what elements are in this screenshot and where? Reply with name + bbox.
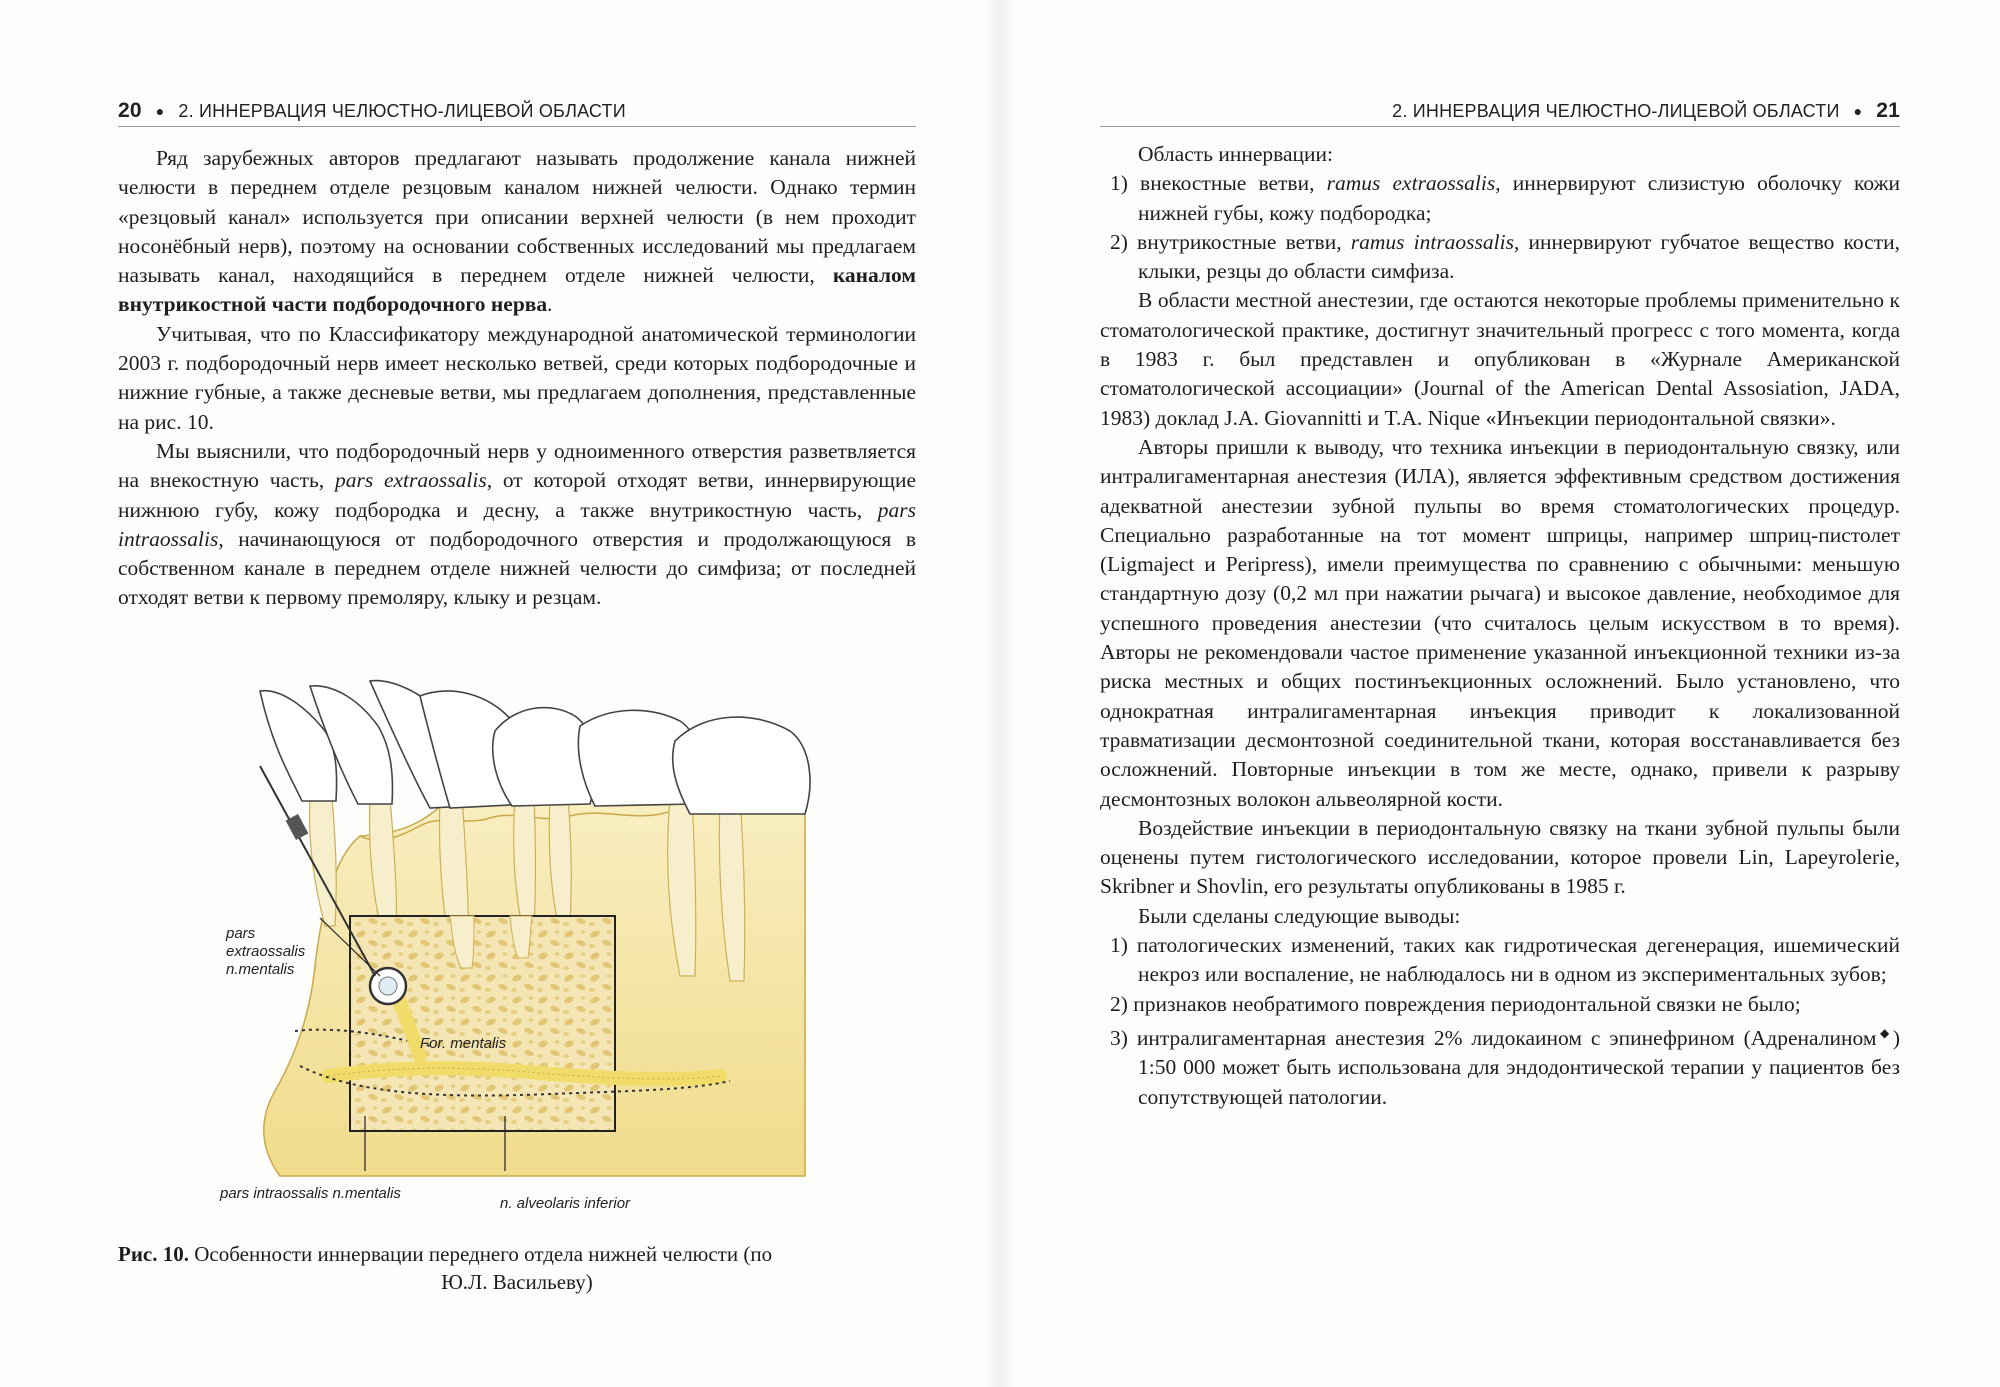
mandible-illustration bbox=[220, 686, 830, 1226]
paragraph-text: Ряд зарубежных авторов предлагают называть продолжение канала нижней челюсти в переднем отделе резцовым каналом нижней челюсти. Однако термин «резцовый канал» используется при описании верхней челюсти (в нем проходит носонёбный нерв), поэтому на основании собственных исследований мы предлагаем называть канал, находящийся в переднем отделе нижней челюсти, bbox=[118, 146, 916, 288]
list-text: 2) внутрикостные ветви, bbox=[1110, 229, 1351, 254]
italic-term: pars intraossalis bbox=[118, 497, 916, 551]
paragraph-text: Мы выяснили, что подбородочный нерв у одноименного отверстия разветвляется на внекостную часть, bbox=[118, 438, 916, 493]
paragraph-anesthesia-history: В области местной анестезии, где остаются некоторые проблемы применительно к стоматологической практике, достигнут значительный прогресс с того момента, когда в 1983 г. был представлен и опубликован в «Журнале Американской стоматологической ассоциации» (Journal of the American Dental Assosiation, JADA, 1983) доклад J.A. Giovannitti и T.A. Nique «Инъекции периодонтальной связки». bbox=[1100, 288, 1900, 430]
left-running-head bbox=[118, 96, 916, 127]
paragraph-classification: Учитывая, что по Классификатору международной анатомической терминологии 2003 г. подбородочный нерв имеет несколько ветвей, среди которых подбородочные и нижние губные, а также десневые ветви, мы предлагаем дополнения, представленные на рис. 10. bbox=[118, 321, 916, 434]
bullet-separator: ● bbox=[155, 103, 165, 119]
caption-label: Рис. 10. bbox=[118, 1242, 189, 1266]
right-running-head bbox=[1100, 96, 1900, 127]
label-pars-extraossalis-1: pars bbox=[226, 925, 256, 942]
left-body-text bbox=[118, 144, 916, 613]
label-for-mentalis: For. mentalis bbox=[420, 1035, 507, 1052]
paragraph-text: , от которой отходят ветви, иннервирующие нижнюю губу, кожу подбородка и десну, а также внутрикостную часть, bbox=[118, 468, 916, 522]
italic-term: ramus extraossalis bbox=[1326, 171, 1496, 196]
italic-term: ramus intraossalis bbox=[1350, 229, 1514, 254]
list-text: 1) внекостные ветви, bbox=[1110, 171, 1327, 196]
list-text: , иннервируют слизистую оболочку кожи нижней губы, кожу подбородка; bbox=[1138, 171, 1900, 225]
list-text: ) 1:50 000 может быть использована для эндодонтической терапии у пациентов без сопутствующей патологии. bbox=[1138, 1026, 1900, 1109]
area-heading: Область иннервации: bbox=[1138, 142, 1334, 166]
paragraph-text: . bbox=[547, 292, 553, 317]
list-text: 3) интралигаментарная анестезия 2% лидокаином с эпинефрином (Адреналином bbox=[1110, 1026, 1877, 1051]
figure-10-mandible-innervation bbox=[220, 686, 830, 1226]
spongy-bone-window bbox=[350, 916, 615, 1131]
paragraph-authors-conclusion: Авторы пришли к выводу, что техника инъекции в периодонтальную связку, или интралигаментарная анестезия (ИЛА), является эффективным средством достижения адекватной анестезии зубной пульпы во время стоматологических процедур. Специально разработанные на тот момент шприцы, например шприц-пистолет (Ligmaject и Peripress), имели преимущества по сравнению с обычными: меньшую стандартную дозу (0,2 мл при нажатии рычага) и высокое давление, необходимое для успешного проведения анестезии (что считалось целым искусством в то время). Авторы не рекомендовали частое применение указанной инъекционной техники из-за риска местных и общих постинъекционных осложнений. Было установлено, что однократная интралигаментарная инъекция приводит к локализованной травматизации десмонтозной соединительной ткани, которая восстанавливается без осложнений. Повторные инъекции в том же месте, однако, привели к разрыву десмонтозных волокон альвеолярной кости. bbox=[1100, 434, 1900, 811]
right-page-number: 21 bbox=[1876, 99, 1900, 122]
conclusion-item-1: 1) патологических изменений, таких как гидротическая дегенерация, ишемический некроз или воспаление, не наблюдалось ни в одном из экспериментальных зубов; bbox=[1110, 933, 1900, 987]
conclusions-heading: Были сделаны следующие выводы: bbox=[1138, 903, 1461, 928]
paragraph-canal-naming bbox=[118, 144, 916, 320]
label-pars-intraossalis: pars intraossalis n.mentalis bbox=[220, 1185, 401, 1202]
list-item-intraossalis bbox=[1100, 228, 1900, 287]
label-n-alveolaris-inferior: n. alveolaris inferior bbox=[500, 1195, 631, 1212]
conclusion-item-2: 2) признаков необратимого повреждения периодонтальной связки не было; bbox=[1110, 991, 1801, 1016]
conclusion-item-3 bbox=[1100, 1019, 1900, 1112]
bullet-separator: ● bbox=[1853, 103, 1863, 119]
left-page-number: 20 bbox=[118, 99, 142, 122]
label-pars-extraossalis-2: extraossalis bbox=[226, 943, 306, 960]
right-body-text bbox=[1100, 140, 1900, 1112]
tooth-crowns bbox=[260, 681, 810, 814]
label-pars-extraossalis-3: n.mentalis bbox=[226, 961, 295, 978]
paragraph-findings bbox=[118, 437, 916, 613]
paragraph-text: , начинающуюся от подбородочного отверстия и продолжающуюся в собственном канале в переднем отделе нижней челюсти до симфиза; от последней отходят ветви к первому премоляру, клыку и резцам. bbox=[118, 526, 916, 610]
italic-term: pars extraossalis bbox=[334, 468, 487, 493]
left-running-title: 2. ИННЕРВАЦИЯ ЧЕЛЮСТНО-ЛИЦЕВОЙ ОБЛАСТИ bbox=[178, 100, 626, 121]
list-text: , иннервируют губчатое вещество кости, клыки, резцы до области симфиза. bbox=[1138, 229, 1900, 284]
caption-text-line2: Ю.Л. Васильеву) bbox=[441, 1270, 593, 1294]
figure-caption bbox=[118, 1240, 916, 1296]
paragraph-histology: Воздействие инъекции в периодонтальную связку на ткани зубной пульпы были оценены путем гистологического исследовании, которое провели Lin, Lapeyrolerie, Skribner и Shovlin, его результаты опубликованы в 1985 г. bbox=[1100, 815, 1900, 899]
right-running-title: 2. ИННЕРВАЦИЯ ЧЕЛЮСТНО-ЛИЦЕВОЙ ОБЛАСТИ bbox=[1392, 100, 1840, 121]
list-item-extraossalis bbox=[1100, 169, 1900, 228]
bold-term: каналом внутрикостной части подбородочного нерва bbox=[118, 263, 916, 317]
caption-text-line1: Особенности иннервации переднего отдела нижней челюсти (по bbox=[189, 1242, 773, 1266]
registered-mark: ◆ bbox=[1876, 1025, 1893, 1040]
right-page bbox=[1000, 0, 2000, 1387]
